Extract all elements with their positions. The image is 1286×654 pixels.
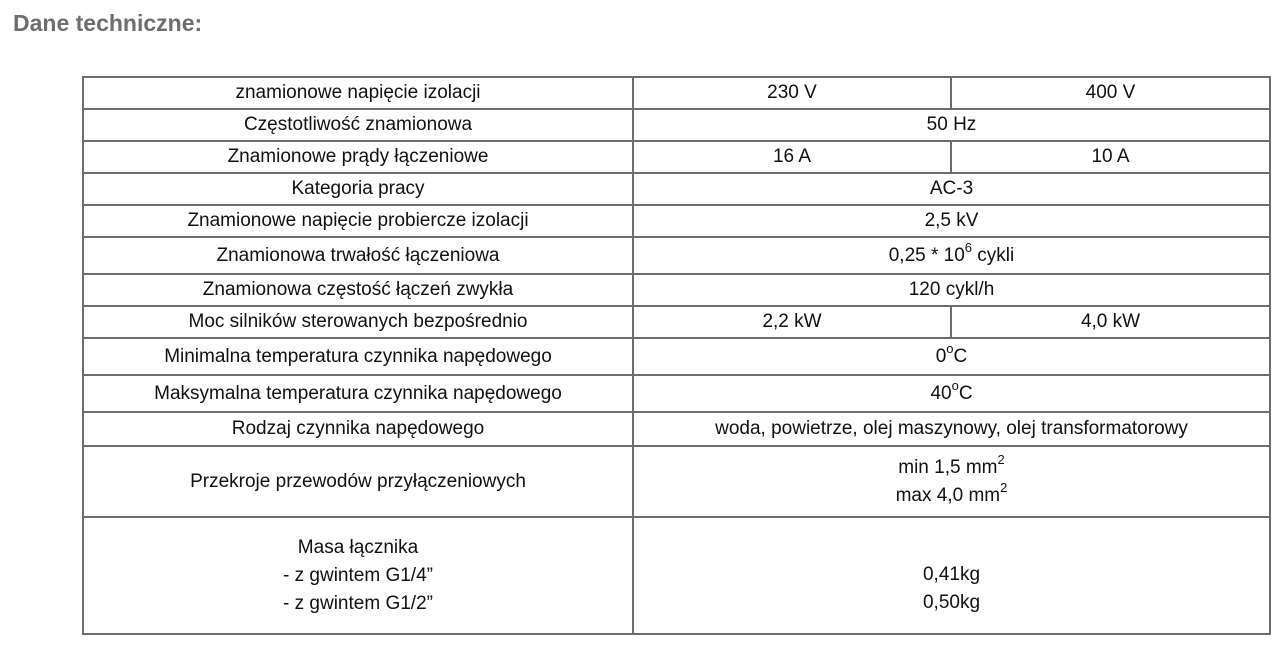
value-base: max 4,0 mm bbox=[895, 484, 1001, 506]
degree-symbol: o bbox=[946, 341, 954, 357]
row-label: znamionowe napięcie izolacji bbox=[83, 77, 633, 109]
table-row bbox=[83, 141, 1270, 173]
row-value: 16 A bbox=[633, 141, 951, 173]
value-unit: C bbox=[958, 382, 973, 404]
row-value bbox=[633, 446, 1270, 517]
row-value: 50 Hz bbox=[633, 109, 1270, 141]
value-line: 0,41kg bbox=[922, 563, 981, 585]
row-label: Znamionowa częstość łączeń zwykła bbox=[83, 274, 633, 306]
row-value bbox=[633, 375, 1270, 412]
row-value: 2,2 kW bbox=[633, 306, 951, 338]
section-heading: Dane techniczne: bbox=[13, 10, 203, 36]
value-base: 40 bbox=[930, 382, 952, 404]
row-label: Moc silników sterowanych bezpośrednio bbox=[83, 306, 633, 338]
row-label: Znamionowa trwałość łączeniowa bbox=[83, 237, 633, 274]
table-row bbox=[83, 306, 1270, 338]
table-row bbox=[83, 338, 1270, 375]
table-row bbox=[83, 412, 1270, 446]
row-value bbox=[633, 338, 1270, 375]
row-value: woda, powietrze, olej maszynowy, olej transformatorowy bbox=[633, 412, 1270, 446]
table-row bbox=[83, 237, 1270, 274]
label-line: - z gwintem G1/2” bbox=[283, 592, 433, 614]
table-row bbox=[83, 77, 1270, 109]
table-row bbox=[83, 173, 1270, 205]
value-line-min bbox=[640, 452, 1263, 479]
row-value: 120 cykl/h bbox=[633, 274, 1270, 306]
value-base: 0,25 * 10 bbox=[888, 244, 965, 266]
value-unit: C bbox=[953, 345, 968, 367]
row-value bbox=[633, 517, 1270, 634]
value-base: min 1,5 mm bbox=[898, 456, 998, 478]
value-exponent: 2 bbox=[997, 452, 1005, 468]
value-exponent: 2 bbox=[1000, 480, 1008, 496]
row-label: Częstotliwość znamionowa bbox=[83, 109, 633, 141]
row-label: Rodzaj czynnika napędowego bbox=[83, 412, 633, 446]
technical-data-table bbox=[82, 76, 1271, 635]
table-row bbox=[83, 109, 1270, 141]
value-line-max bbox=[640, 480, 1263, 507]
row-label: Przekroje przewodów przyłączeniowych bbox=[83, 446, 633, 517]
label-line: Masa łącznika bbox=[297, 536, 419, 558]
label-line: - z gwintem G1/4” bbox=[283, 564, 433, 586]
value-line: 0,50kg bbox=[922, 591, 981, 613]
row-label: Kategoria pracy bbox=[83, 173, 633, 205]
row-label: Znamionowe napięcie probiercze izolacji bbox=[83, 205, 633, 237]
value-base: 0 bbox=[935, 345, 947, 367]
row-label: Maksymalna temperatura czynnika napędowego bbox=[83, 375, 633, 412]
row-label bbox=[83, 517, 633, 634]
row-value: 4,0 kW bbox=[951, 306, 1270, 338]
table-row bbox=[83, 205, 1270, 237]
row-value: 230 V bbox=[633, 77, 951, 109]
value-exponent: 6 bbox=[964, 240, 973, 256]
row-value: AC-3 bbox=[633, 173, 1270, 205]
degree-symbol: o bbox=[951, 378, 959, 394]
row-label: Znamionowe prądy łączeniowe bbox=[83, 141, 633, 173]
table-row bbox=[83, 375, 1270, 412]
row-value: 400 V bbox=[951, 77, 1270, 109]
row-value: 2,5 kV bbox=[633, 205, 1270, 237]
row-value: 10 A bbox=[951, 141, 1270, 173]
table-row bbox=[83, 517, 1270, 634]
row-label: Minimalna temperatura czynnika napędowego bbox=[83, 338, 633, 375]
value-unit: cykli bbox=[972, 244, 1015, 266]
table-row bbox=[83, 274, 1270, 306]
row-value bbox=[633, 237, 1270, 274]
table-row bbox=[83, 446, 1270, 517]
